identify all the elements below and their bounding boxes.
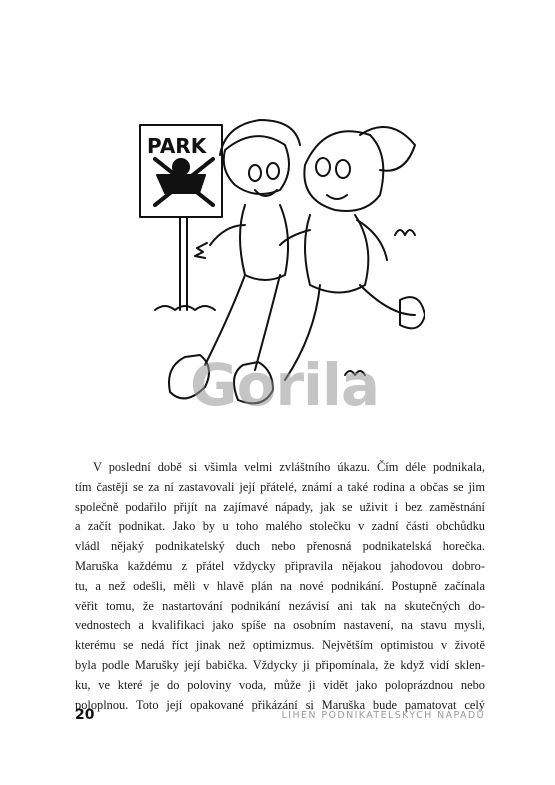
text-line: byla podle Marušky její babička. Vždycky ji připomínala, že když vidí sklen-: [75, 657, 485, 672]
text-line: kterému se nedá říct jinak než optimizmus. Největším optimistou v životě: [75, 638, 485, 653]
text-line: poloplnou. Toto její opakované přikázání si Maruška bude pamatovat celý: [75, 697, 485, 712]
text-line: ku, ve které je do poloviny voda, může ji vidět jako poloprázdnou nebo: [75, 677, 485, 692]
publisher-watermark: Gorila: [190, 351, 379, 419]
body-paragraph: [75, 458, 485, 715]
text-line: V poslední době si všimla velmi zvláštního úkazu. Čím déle podnikala,: [93, 460, 485, 474]
text-line: Maruška každému z přátel vždycky připravila nějakou jahodovou dobro-: [75, 558, 485, 573]
text-line: vednostech a kvalifikaci jako spíše na osobním nastavení, na stavu mysli,: [75, 618, 485, 633]
text-line: tím častěji se za ní zastavovali její přátelé, známí a také rodina a občas se jim: [75, 479, 485, 494]
text-line: a začít podnikat. Jako by u toho malého stolečku v zadní části obchůdku: [75, 519, 485, 534]
text-line: tu, a než odešli, měli v hlavě plán na nové podnikání. Postupně začínala: [75, 578, 485, 593]
text-line: vládl nějaký podnikatelský duch nebo přenosná podnikatelská horečka.: [75, 539, 485, 554]
page-number: 20: [75, 707, 95, 723]
text-line: věřit tomu, že nastartování podnikání nezávisí ani tak na skutečných do-: [75, 598, 485, 613]
park-sign-text: PARK: [147, 134, 207, 158]
running-title: LÍHEŇ PODNIKATELSKÝCH NÁPADŮ: [281, 710, 485, 721]
text-line: společně podařilo přijít na zajímavé nápady, jak se uživit i bez zaměstnání: [75, 499, 485, 514]
